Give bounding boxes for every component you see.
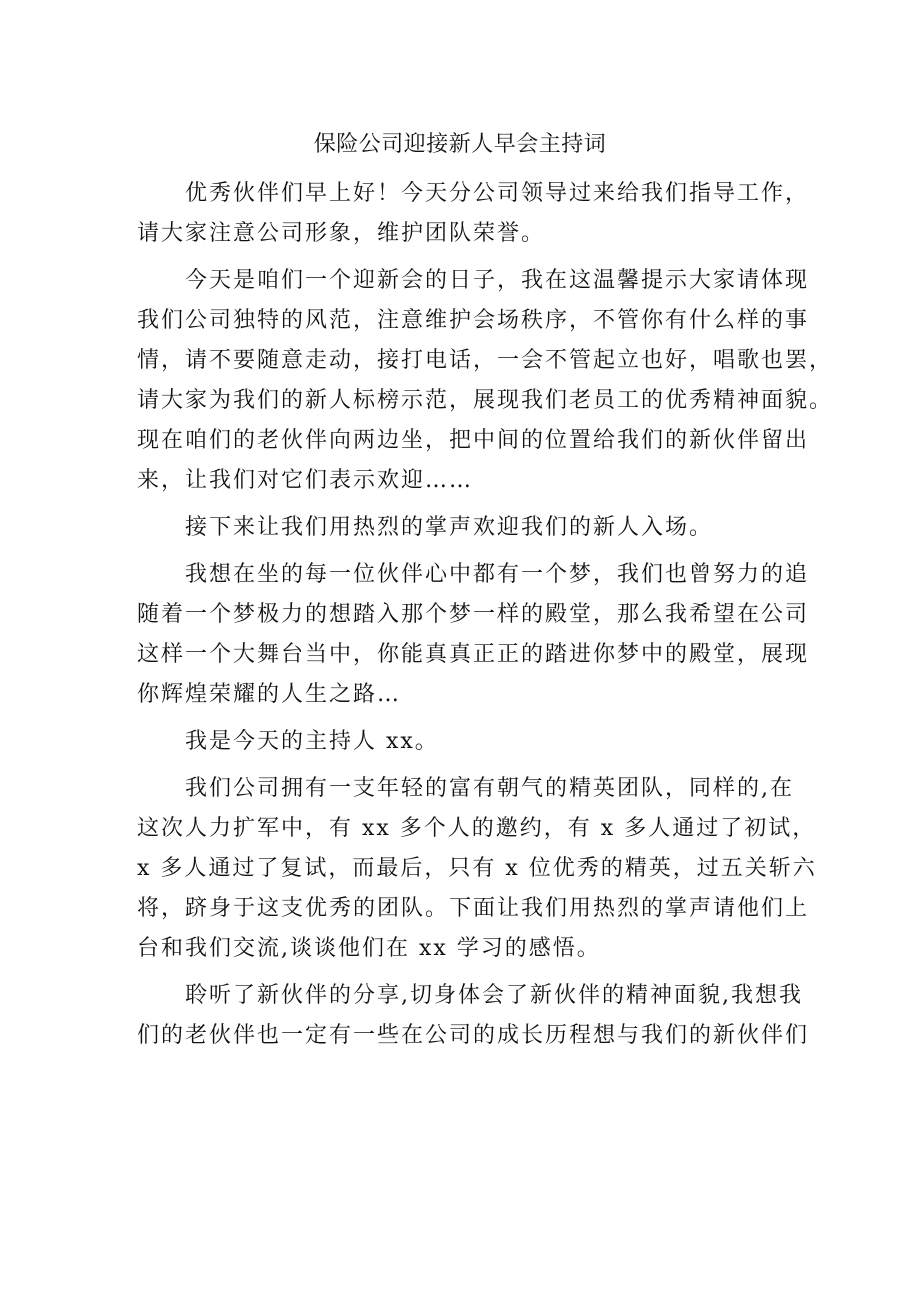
paragraph-1 (137, 174, 810, 254)
paragraph-line: 这次人力扩军中，有 xx 多个人的邀约，有 x 多人通过了初试， (137, 816, 817, 841)
document-title: 保险公司迎接新人早会主持词 (313, 132, 607, 157)
paragraph-7 (137, 976, 810, 1056)
paragraph-line: 情，请不要随意走动，接打电话，一会不管起立也好，唱歌也罢， (137, 348, 834, 373)
paragraph-line: 我想在坐的每一位伙伴心中都有一个梦，我们也曾努力的追 (185, 562, 810, 587)
paragraph-line: 我们公司独特的风范，注意维护会场秩序，不管你有什么样的事 (137, 308, 810, 333)
paragraph-line: 我们公司拥有一支年轻的富有朝气的精英团队，同样的,在 (185, 776, 794, 801)
paragraph-line: 今天是咱们一个迎新会的日子，我在这温馨提示大家请体现 (185, 268, 810, 293)
paragraph-line: 将，跻身于这支优秀的团队。下面让我们用热烈的掌声请他们上 (137, 896, 810, 921)
paragraph-line: 随着一个梦极力的想踏入那个梦一样的殿堂，那么我希望在公司 (137, 602, 810, 627)
paragraph-3 (137, 508, 797, 548)
paragraph-line: 你辉煌荣耀的人生之路… (137, 682, 402, 707)
paragraph-line: 优秀伙伴们早上好！今天分公司领导过来给我们指导工作， (185, 181, 810, 206)
paragraph-line: 们的老伙伴也一定有一些在公司的成长历程想与我们的新伙伴们 (137, 1023, 810, 1048)
paragraph-line: 现在咱们的老伙伴向两边坐，把中间的位置给我们的新伙伴留出 (137, 428, 810, 453)
paragraph-6 (137, 769, 817, 969)
paragraph-line: 请大家为我们的新人标榜示范，展现我们老员工的优秀精神面貌。 (137, 388, 834, 413)
paragraph-4 (137, 555, 810, 715)
paragraph-line: x 多人通过了复试，而最后，只有 x 位优秀的精英，过五关斩六 (137, 856, 817, 881)
paragraph-line: 台和我们交流,谈谈他们在 xx 学习的感悟。 (137, 936, 601, 961)
document-body (137, 174, 834, 1063)
paragraph-line: 来，让我们对它们表示欢迎…… (137, 468, 474, 493)
paragraph-line: 请大家注意公司形象，维护团队荣誉。 (137, 221, 546, 246)
paragraph-line: 我是今天的主持人 xx。 (185, 729, 439, 754)
paragraph-5 (137, 722, 797, 762)
paragraph-line: 接下来让我们用热烈的掌声欢迎我们的新人入场。 (185, 515, 714, 540)
paragraph-line: 这样一个大舞台当中，你能真真正正的踏进你梦中的殿堂，展现 (137, 642, 810, 667)
paragraph-line: 聆听了新伙伴的分享,切身体会了新伙伴的精神面貌,我想我 (185, 983, 803, 1008)
paragraph-2 (137, 261, 834, 501)
